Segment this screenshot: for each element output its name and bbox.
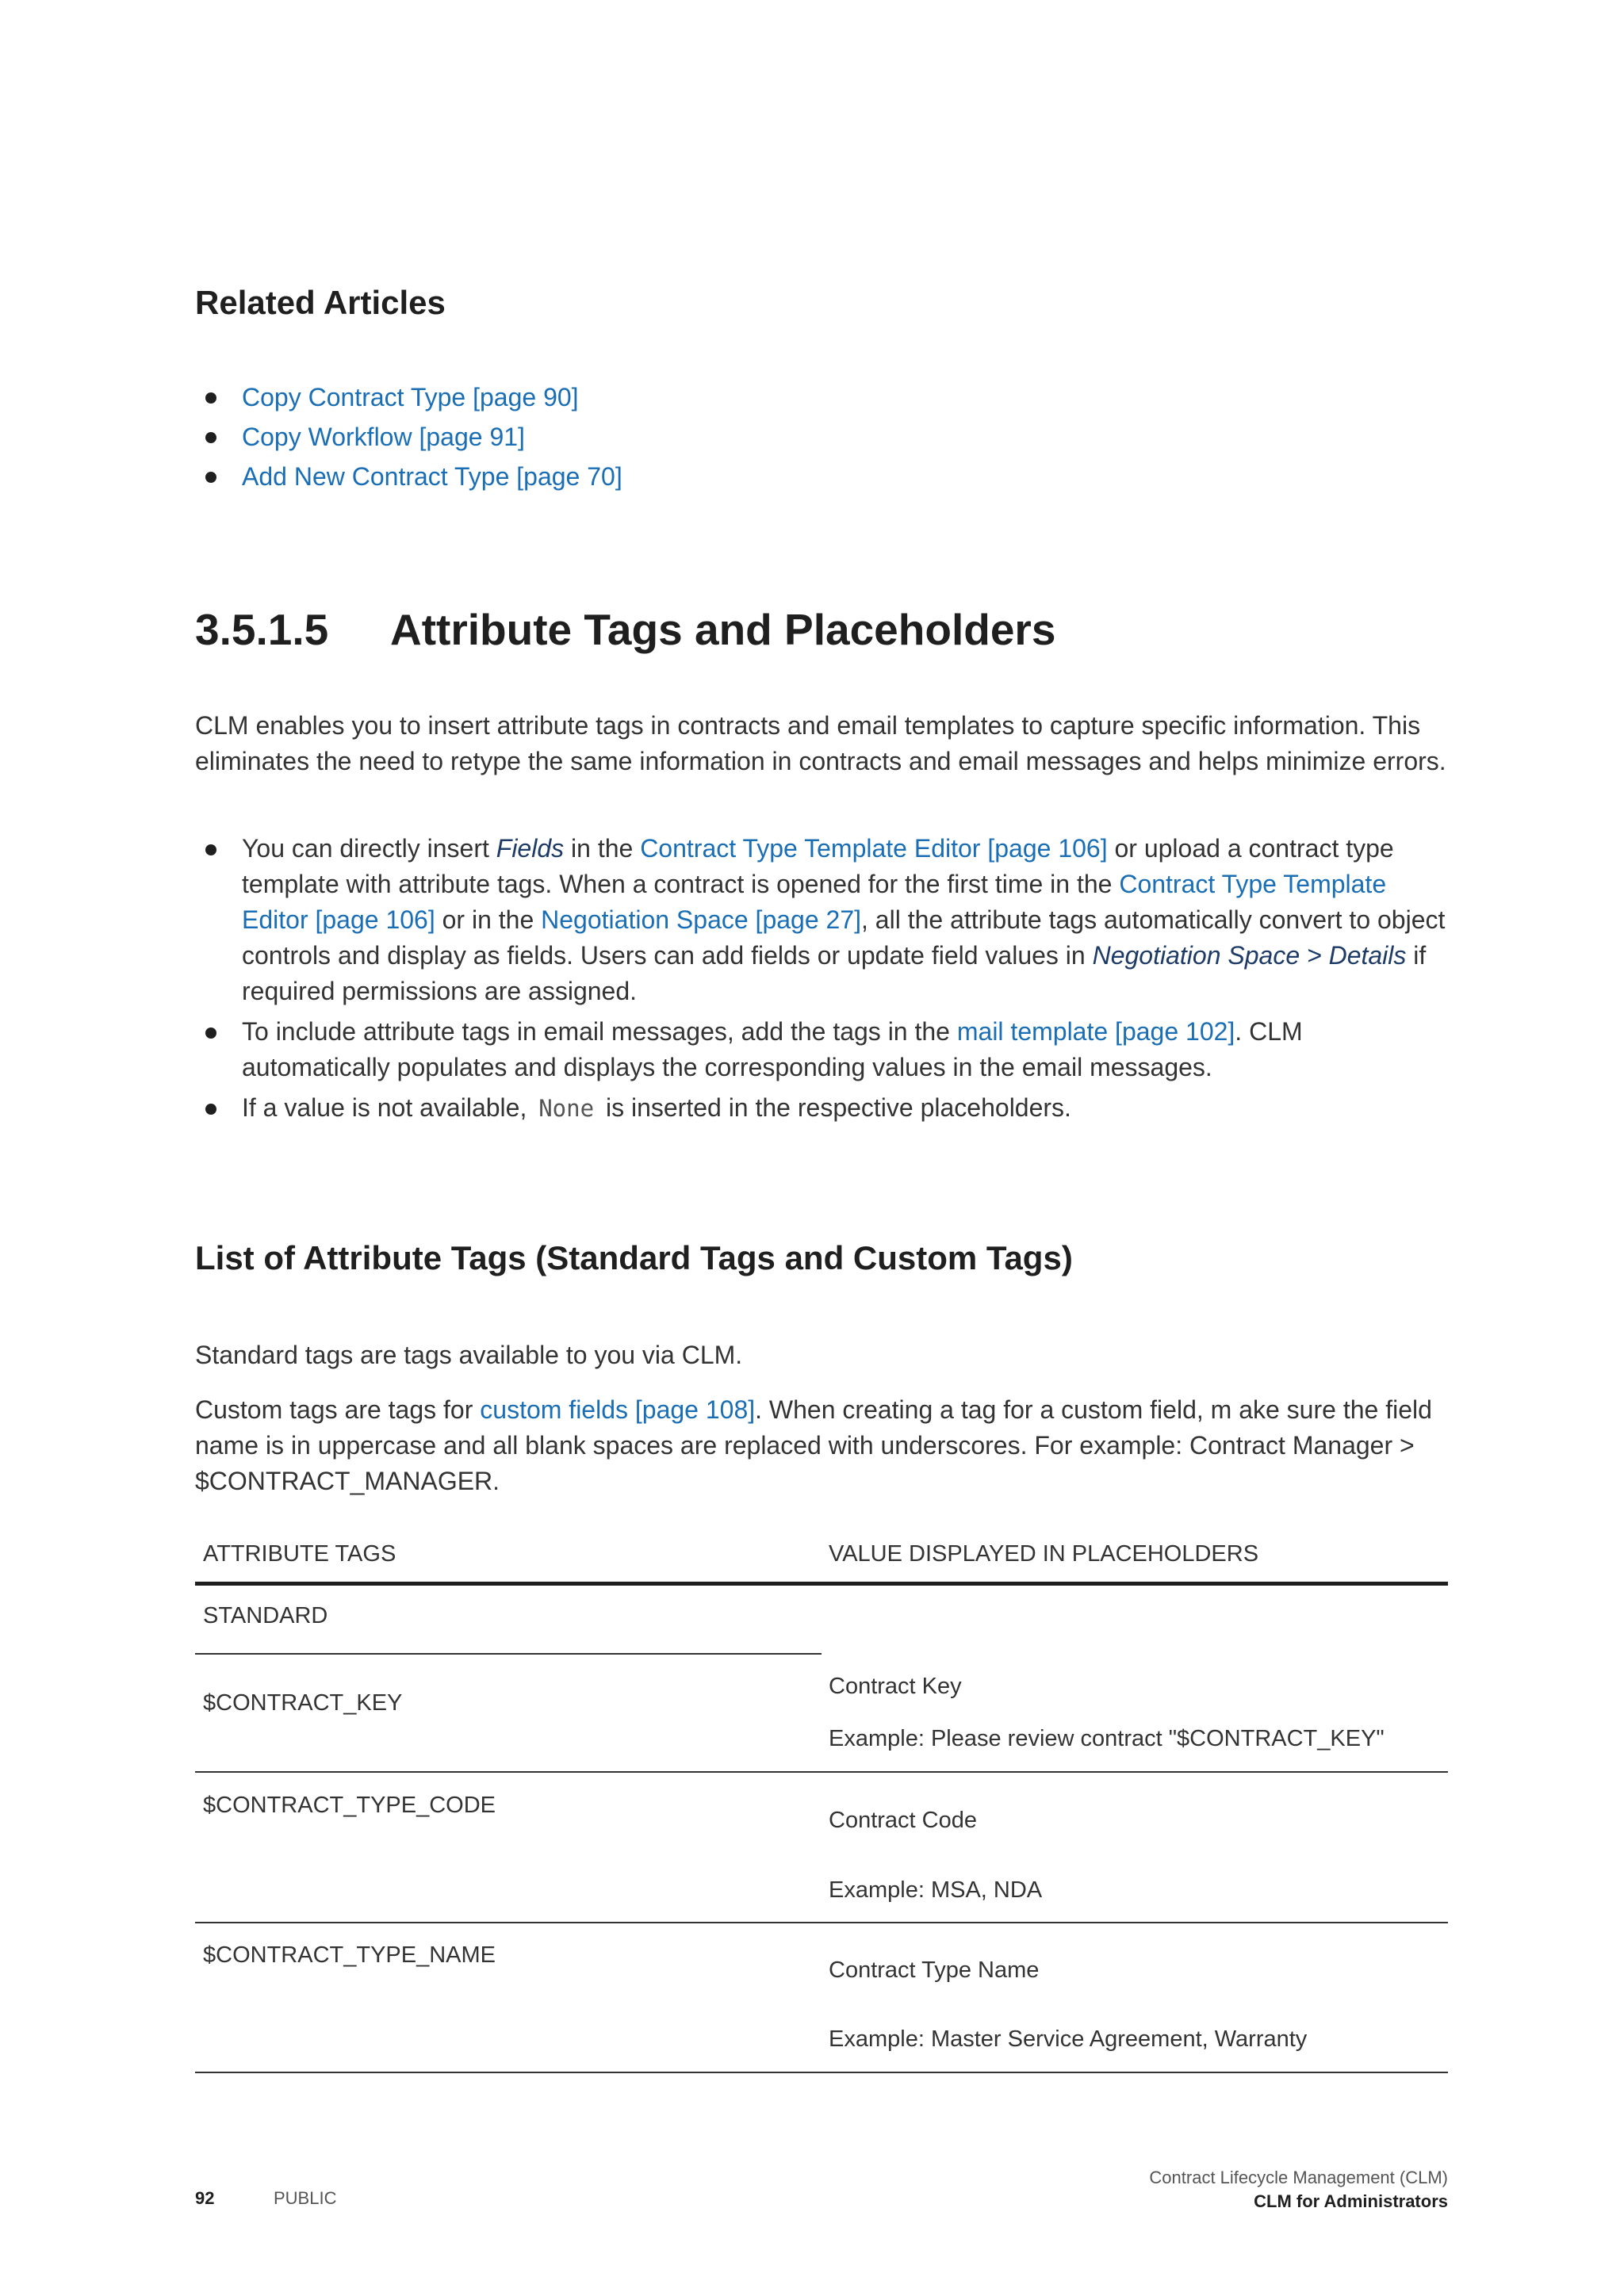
related-articles-list [195, 377, 622, 496]
bullet-icon [205, 844, 216, 855]
list-item: To include attribute tags in email messages, add the tags in the mail template [page 102]. CLM automatically populates and displays the corresponding values in the email messages. [195, 1014, 1448, 1085]
intro-paragraph: CLM enables you to insert attribute tags in contracts and email templates to capture specific information. This eliminates the need to retype the same information in contracts and email messages and helps minimize errors. [195, 711, 1446, 775]
related-link-add-contract-type[interactable]: Add New Contract Type [page 70] [242, 462, 622, 491]
bullet-icon [205, 392, 216, 404]
section-title: Attribute Tags and Placeholders [390, 605, 1056, 654]
related-articles-heading: Related Articles [195, 284, 446, 321]
table-row-1-value: Contract Key [829, 1674, 962, 1699]
footer-document-info [1149, 2166, 1448, 2214]
link-custom-fields[interactable]: custom fields [page 108] [480, 1395, 756, 1424]
footer-guide-title: CLM for Administrators [1254, 2191, 1448, 2211]
table-row-2-tag: $CONTRACT_TYPE_CODE [203, 1793, 496, 1818]
page-number: 92 [195, 2188, 215, 2208]
link-template-editor[interactable]: Contract Type Template Editor [page 106] [640, 834, 1108, 863]
list-item [195, 417, 622, 457]
bullet-icon [205, 1027, 216, 1039]
bullet-icon [205, 472, 216, 483]
custom-tags-paragraph: Custom tags are tags for custom fields [page 108]. When creating a tag for a custom field, m ake sure the field name is in uppercase and all blank spaces are replaced with underscores. For example: Contract Manager > $CONTRACT_MANAGER. [195, 1395, 1432, 1495]
link-negotiation-space[interactable]: Negotiation Space [page 27] [541, 905, 861, 934]
list-item: If a value is not available, None is inserted in the respective placeholders. [195, 1090, 1448, 1127]
list-item [195, 457, 622, 496]
table-row-1-tag: $CONTRACT_KEY [203, 1690, 403, 1716]
code-none: None [538, 1095, 595, 1122]
group-standard: STANDARD [203, 1603, 328, 1628]
table-row-3-tag: $CONTRACT_TYPE_NAME [203, 1942, 496, 1968]
related-link-copy-contract-type[interactable]: Copy Contract Type [page 90] [242, 383, 579, 411]
section-number: 3.5.1.5 [195, 605, 329, 654]
row-divider [195, 1771, 1448, 1773]
attribute-tags-heading: List of Attribute Tags (Standard Tags and Custom Tags) [195, 1239, 1073, 1276]
feature-bullet-list [195, 831, 1448, 1131]
header-value-displayed: VALUE DISPLAYED IN PLACEHOLDERS [829, 1541, 1259, 1567]
fields-term: Fields [496, 834, 565, 863]
table-row-2-example: Example: MSA, NDA [829, 1877, 1043, 1903]
ui-path: Negotiation Space > Details [1092, 941, 1407, 970]
table-row-1-example: Example: Please review contract "$CONTRACT_KEY" [829, 1726, 1385, 1751]
standard-tags-paragraph: Standard tags are tags available to you via CLM. [195, 1341, 743, 1369]
link-template-editor-2[interactable]: Contract Type Template Editor [page 106] [242, 870, 1387, 934]
footer-document-title: Contract Lifecycle Management (CLM) [1149, 2168, 1448, 2187]
row-divider [195, 2072, 1448, 2073]
header-attribute-tags: ATTRIBUTE TAGS [203, 1541, 396, 1567]
section-heading [195, 598, 1055, 661]
bullet-icon [205, 432, 216, 443]
link-mail-template[interactable]: mail template [page 102] [956, 1017, 1235, 1046]
header-divider [195, 1582, 1448, 1586]
group-divider [195, 1653, 822, 1655]
row-divider [195, 1922, 1448, 1923]
related-link-copy-workflow[interactable]: Copy Workflow [page 91] [242, 423, 525, 451]
table-row-3-example: Example: Master Service Agreement, Warranty [829, 2026, 1308, 2052]
table-row-2-value: Contract Code [829, 1808, 977, 1833]
bullet-icon [205, 1104, 216, 1115]
list-item: You can directly insert Fields in the Contract Type Template Editor [page 106] or upload a contract type template with attribute tags. When a contract is opened for the first time in the Contract Type Template Editor [page 106] or in the Negotiation Space [page 27], all the attribute tags automatically convert to object controls and display as fields. Users can add fields or update field values in Negotiation Space > Details if required permissions are assigned. [195, 831, 1448, 1009]
classification-label: PUBLIC [274, 2188, 337, 2208]
table-row-3-value: Contract Type Name [829, 1957, 1040, 1983]
list-item [195, 377, 622, 417]
